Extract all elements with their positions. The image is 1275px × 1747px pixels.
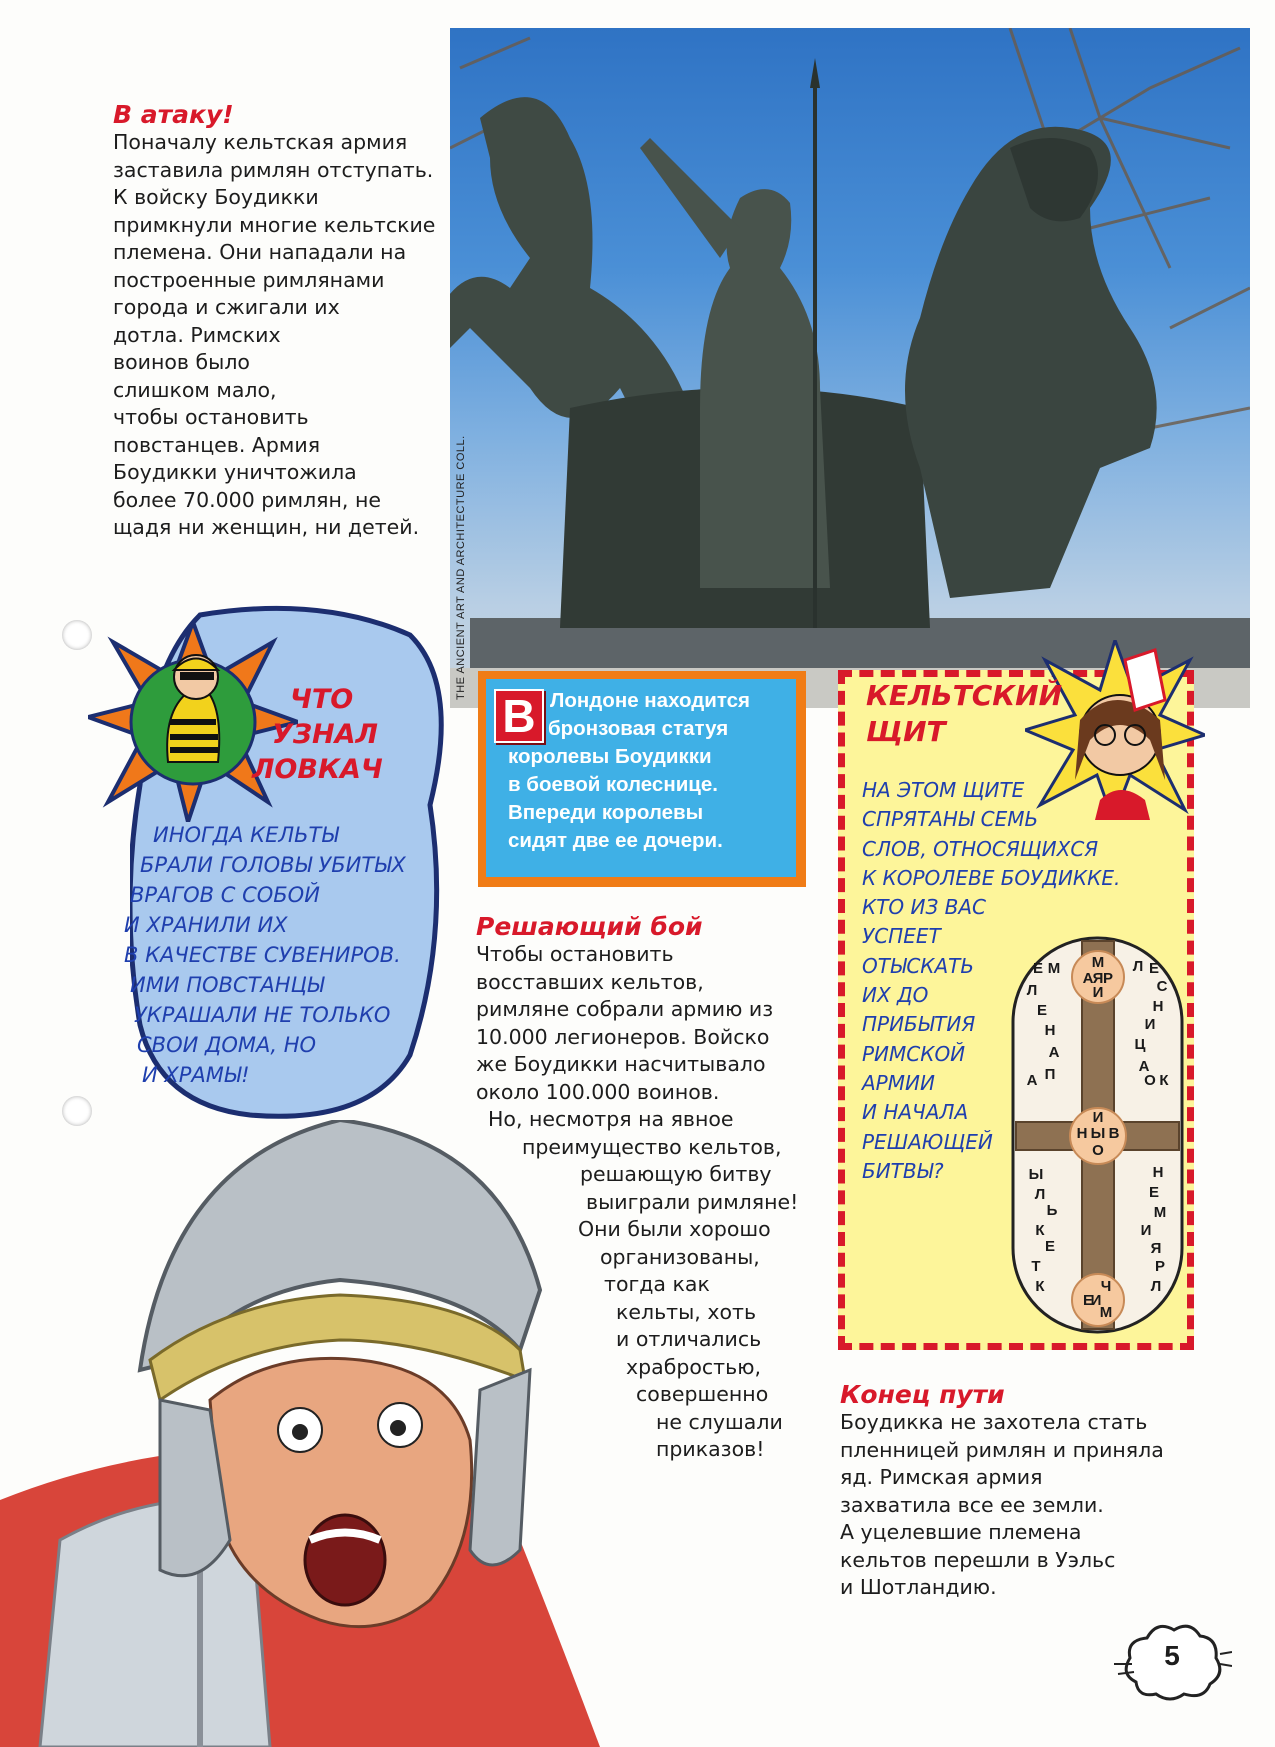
shield-line: СПРЯТАНЫ СЕМЬ [862,807,1039,832]
london-statue-infobox [478,671,806,887]
shield-letter: Я [1092,970,1104,987]
battle-line: же Боудикки насчитывало [476,1052,766,1076]
shield-letter: И [1090,1292,1102,1309]
clue-title-line: ЛОВКАЧ [252,754,383,785]
shield-line: И НАЧАЛА [862,1100,969,1125]
soldier-drawing [0,1120,780,1747]
celtic-shield-puzzle [1010,935,1185,1339]
shield-letter: П [1044,1066,1056,1083]
shield-letter: М [1047,960,1061,977]
ending-text: Боудикка не захотела стать пленницей римлян и приняла яд. Римская армия захватила все ее земли. А уцелевшие племена кельтов перешли в Уэльс и Шотландию. [840,1410,1164,1599]
shield-letter: М [1099,1304,1113,1321]
photo-credit-text: THE ANCIENT ART AND ARCHITECTURE COLL. [455,435,467,700]
shield-line: ИХ ДО [862,983,929,1008]
shield-letter: Ь [1046,1202,1058,1219]
drop-cap: В [494,689,544,743]
ending-heading: Конец пути [840,1380,1005,1409]
battle-line: храбростью, [626,1354,761,1379]
battle-line: Чтобы остановить [476,942,674,966]
shield-letter: Л [1026,982,1038,999]
page-number: 5 [1164,1640,1180,1671]
clue-text [120,820,450,1090]
battle-line: выиграли римляне! [586,1189,799,1214]
shield-line: КТО ИЗ ВАС [862,895,987,920]
attack-text: Поначалу кельтская армия заставила римлян отступать. К войску Боудикки примкнули многие кельтские племена. Они нападали на построенные римлянами города и сжигали их дотла. Римских воинов было слишком мало, чтобы остановить повстанцев. Армия Боудикки уничтожила более 70.000 римлян, не щадя ни женщин, ни детей. [113,130,436,539]
shield-line: НА ЭТОМ ЩИТЕ [862,778,1025,802]
shield-letter: И [1140,1222,1152,1239]
battle-line: кельты, хоть [616,1299,757,1324]
shield-letter: Т [1031,1258,1041,1275]
shield-letter: Ч [1100,1278,1112,1295]
shield-letter: Н [1044,1022,1056,1039]
shield-letter: В [1108,1125,1120,1142]
shield-letter: Р [1154,1258,1166,1275]
shield-letter: К [1159,1072,1169,1089]
shield-letter: Е [1082,1292,1094,1309]
roman-soldier-illustration [0,1120,780,1747]
battle-line: решающую битву [580,1162,772,1186]
shield-letter: Е [1032,960,1044,977]
shield-letter: Я [1150,1240,1162,1257]
attack-heading: В атаку! [113,100,234,129]
infobox-text [508,687,798,855]
shield-letter: С [1156,978,1168,995]
shield-letter: Л [1150,1278,1162,1295]
boudicca-statue-photo [450,28,1250,708]
battle-line: приказов! [656,1437,765,1461]
battle-line: совершенно [636,1382,769,1406]
shield-letter: Н [1076,1125,1088,1142]
clue-line: В КАЧЕСТВЕ СУВЕНИРОВ. [124,943,401,967]
shield-letter: Ы [1028,1166,1044,1183]
shield-letter: А [1138,1058,1150,1075]
shield-letter: М [1091,954,1105,971]
shield-letter: Ц [1134,1036,1146,1053]
infobox-line: королевы Боудикки [508,745,712,768]
shield-letter: Е [1148,960,1160,977]
clue-line: БРАЛИ ГОЛОВЫ УБИТЫХ [140,853,406,877]
shield-letter: Е [1148,1184,1160,1201]
shield-title [866,678,1062,750]
battle-line: не слушали [656,1409,783,1434]
battle-line: преимущество кельтов, [522,1134,782,1159]
clue-line: УКРАШАЛИ НЕ ТОЛЬКО [134,1003,391,1027]
shield-letter: И [1092,1109,1104,1126]
shield-line: К КОРОЛЕВЕ БОУДИККЕ. [862,865,1121,890]
shield-letter: Е [1044,1238,1056,1255]
infobox-panel [486,679,796,877]
shield-letter: Н [1152,998,1164,1015]
shield-line: УСПЕЕТ [862,924,941,949]
page-number-badge [1112,1618,1232,1702]
shield-letter: Л [1034,1186,1046,1203]
shield-line: ОТЫСКАТЬ [862,953,975,978]
shield-letter: Н [1152,1164,1164,1181]
battle-line: организованы, [600,1244,760,1269]
shield-letter: Е [1036,1002,1048,1019]
shield-letter: А [1048,1044,1060,1061]
shield-letter: К [1035,1278,1045,1295]
shield-title-line: КЕЛЬТСКИЙ [866,679,1063,712]
shield-letter: К [1035,1222,1045,1239]
clue-title [252,682,383,787]
shield-line: СЛОВ, ОТНОСЯЩИХСЯ [862,836,1099,861]
shield-letter: Ы [1090,1125,1106,1142]
infobox-line: бронзовая статуя [548,717,729,740]
attack-section [113,100,463,542]
infobox-line: сидят две ее дочери. [508,829,723,852]
statue-illustration [450,28,1250,708]
shield-line: РИМСКОЙ [862,1041,966,1066]
clue-line: И ХРАНИЛИ ИХ [124,913,288,937]
shield-line: РЕШАЮЩЕЙ [862,1129,993,1154]
clue-line: И ХРАМЫ! [142,1063,250,1087]
clue-title-line: УЗНАЛ [272,719,378,750]
shield-letter: М [1153,1204,1167,1221]
infobox-line: Лондоне находится [550,689,750,712]
ending-section [840,1380,1200,1602]
shield-letter: А [1026,1072,1038,1089]
shield-line: АРМИИ [862,1070,935,1095]
shield-letter: А [1082,970,1094,987]
shield-line: БИТВЫ? [862,1158,944,1183]
shield-letter: Л [1132,958,1144,975]
battle-line: Но, несмотря на явное [488,1107,734,1131]
shield-letter: О [1092,1142,1104,1159]
battle-line: тогда как [604,1272,710,1296]
clue-line: СВОИ ДОМА, НО [137,1033,317,1057]
battle-heading: Решающий бой [476,912,703,941]
shield-letter: И [1092,984,1104,1001]
clue-line: ИМИ ПОВСТАНЦЫ [130,973,325,997]
shield-line: ПРИБЫТИЯ [862,1012,976,1037]
shield-word-grid [1010,935,1185,1335]
battle-line: и отличались [616,1327,762,1351]
shield-letter: Р [1102,970,1114,987]
battle-line: 10.000 легионеров. Войско [476,1024,770,1049]
infobox-line: в боевой колеснице. [508,773,719,796]
clue-title-line: ЧТО [290,684,354,715]
shield-letter: О [1144,1072,1156,1089]
battle-line: восставших кельтов, [476,969,704,994]
battle-line: Они были хорошо [578,1217,771,1241]
shield-title-line: ЩИТ [866,715,946,748]
clue-line: ВРАГОВ С СОБОЙ [130,883,320,907]
shield-letter: И [1144,1016,1156,1033]
clue-line: ИНОГДА КЕЛЬТЫ [153,823,339,847]
infobox-line: Впереди королевы [508,801,704,824]
battle-line: около 100.000 воинов. [476,1079,720,1104]
battle-line: римляне собрали армию из [476,997,774,1021]
